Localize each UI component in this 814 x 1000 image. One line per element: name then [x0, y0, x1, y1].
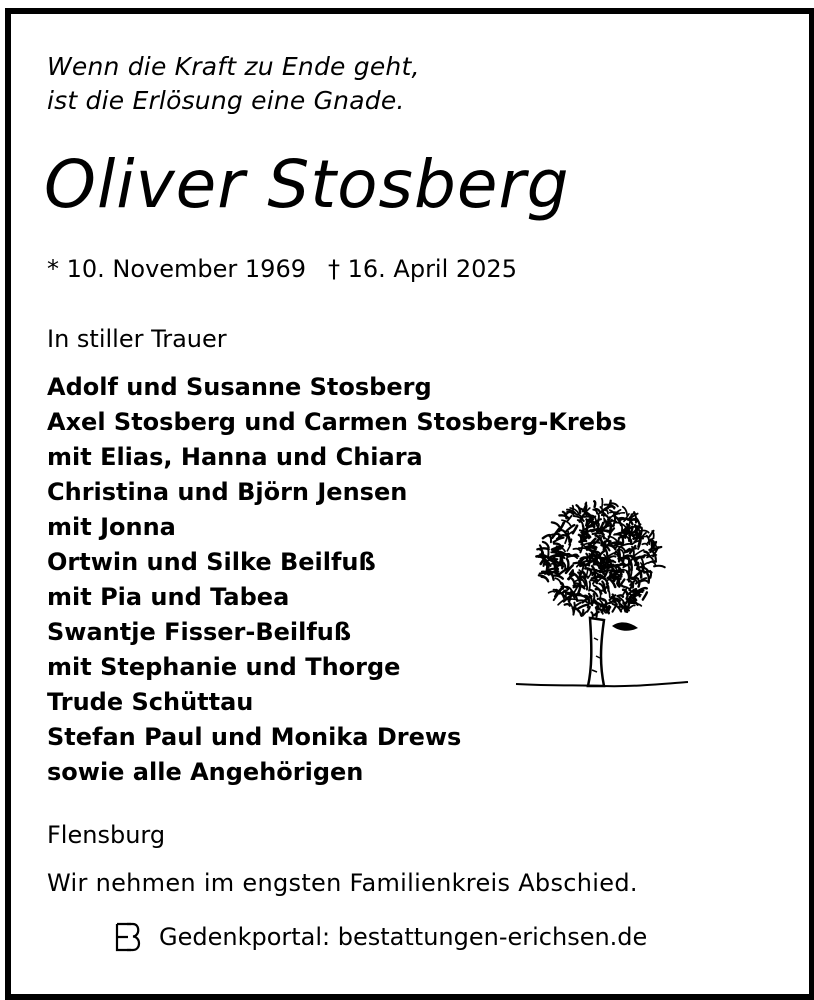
- leaf-mark: [631, 570, 632, 577]
- leaf-mark: [557, 565, 563, 566]
- leaf-mark: [617, 565, 624, 567]
- leaf-mark: [642, 544, 647, 545]
- leaf-mark: [651, 562, 656, 565]
- leaf-mark: [573, 555, 578, 556]
- memorial-portal: [113, 920, 647, 954]
- mourner-line: mit Elias, Hanna und Chiara: [47, 443, 423, 471]
- leaf-mark: [635, 525, 636, 535]
- tree-illustration: [512, 498, 692, 694]
- mourner-line: Ortwin und Silke Beilfuß: [47, 548, 376, 576]
- leaf-mark: [572, 506, 573, 514]
- eb-logo-icon: [113, 921, 145, 953]
- leaf-mark: [578, 586, 580, 593]
- leaf-mark: [587, 522, 588, 531]
- leaf-mark: [609, 556, 616, 558]
- epigraph-quote: [47, 50, 420, 118]
- leaf-mark: [613, 595, 614, 602]
- leaf-mark: [634, 512, 636, 523]
- leaf-mark: [644, 571, 651, 572]
- leaf-mark: [577, 605, 587, 609]
- leaf-mark: [609, 507, 614, 509]
- mourner-line: Stefan Paul und Monika Drews: [47, 723, 462, 751]
- leaf-mark: [543, 535, 550, 538]
- leaf-mark: [573, 549, 579, 551]
- deceased-name: Oliver Stosberg: [44, 146, 570, 223]
- leaf-mark: [637, 563, 638, 569]
- mourning-intro: In stiller Trauer: [47, 325, 227, 353]
- mourner-line: Christina und Björn Jensen: [47, 478, 408, 506]
- mourner-line: Adolf und Susanne Stosberg: [47, 373, 432, 401]
- mourner-line: sowie alle Angehörigen: [47, 758, 364, 786]
- leaf-mark: [552, 522, 560, 527]
- leaf-mark: [596, 589, 601, 592]
- leaf-mark: [549, 591, 555, 592]
- mourner-line: mit Stephanie und Thorge: [47, 653, 401, 681]
- leaf-mark: [555, 556, 565, 558]
- leaf-mark: [640, 580, 647, 581]
- mourner-line: mit Pia und Tabea: [47, 583, 290, 611]
- leaf-mark: [589, 582, 590, 591]
- leaf-mark: [546, 562, 547, 571]
- mourner-line: mit Jonna: [47, 513, 176, 541]
- tree-foliage: [536, 498, 664, 618]
- leaf-mark: [604, 542, 605, 552]
- leaf-mark: [624, 532, 625, 538]
- leaf-mark: [618, 518, 625, 519]
- life-dates: [47, 252, 517, 286]
- leaf-mark: [618, 595, 623, 596]
- leaf-mark: [548, 548, 549, 558]
- mourner-line: Trude Schüttau: [47, 688, 254, 716]
- leaf-mark: [579, 535, 581, 540]
- leaf-mark: [543, 542, 549, 548]
- leaf-mark: [567, 559, 569, 568]
- leaf-mark: [652, 531, 654, 538]
- place-name: Flensburg: [47, 821, 166, 849]
- leaf-mark: [596, 608, 597, 617]
- quote-line: Wenn die Kraft zu Ende geht,: [47, 52, 420, 81]
- leaf-mark: [614, 544, 622, 545]
- leaf-mark: [622, 544, 632, 546]
- death-date: † 16. April 2025: [327, 255, 517, 283]
- leaf-mark: [643, 592, 647, 599]
- leaf-mark: [573, 603, 574, 615]
- mourner-line: Swantje Fisser-Beilfuß: [47, 618, 352, 646]
- leaf-mark: [630, 605, 635, 608]
- quote-line: ist die Erlösung eine Gnade.: [47, 86, 405, 115]
- birth-date: * 10. November 1969: [47, 255, 306, 283]
- leaf-mark: [594, 501, 595, 507]
- portal-text: Gedenkportal: bestattungen-erichsen.de: [159, 923, 648, 951]
- leaf-mark: [560, 553, 561, 564]
- leaf-mark: [639, 581, 640, 587]
- mourner-line: Axel Stosberg und Carmen Stosberg-Krebs: [47, 408, 627, 436]
- leaf-mark: [593, 510, 597, 514]
- leaf-mark: [598, 524, 599, 529]
- leaf-mark: [623, 507, 627, 516]
- leaf-mark: [565, 604, 570, 606]
- leaf-mark: [593, 533, 604, 534]
- leaf-mark: [570, 578, 574, 585]
- leaf-mark: [586, 504, 587, 510]
- farewell-note: Wir nehmen im engsten Familienkreis Abschied.: [47, 869, 638, 897]
- leaf-mark: [549, 536, 551, 543]
- leaf-mark: [586, 585, 587, 590]
